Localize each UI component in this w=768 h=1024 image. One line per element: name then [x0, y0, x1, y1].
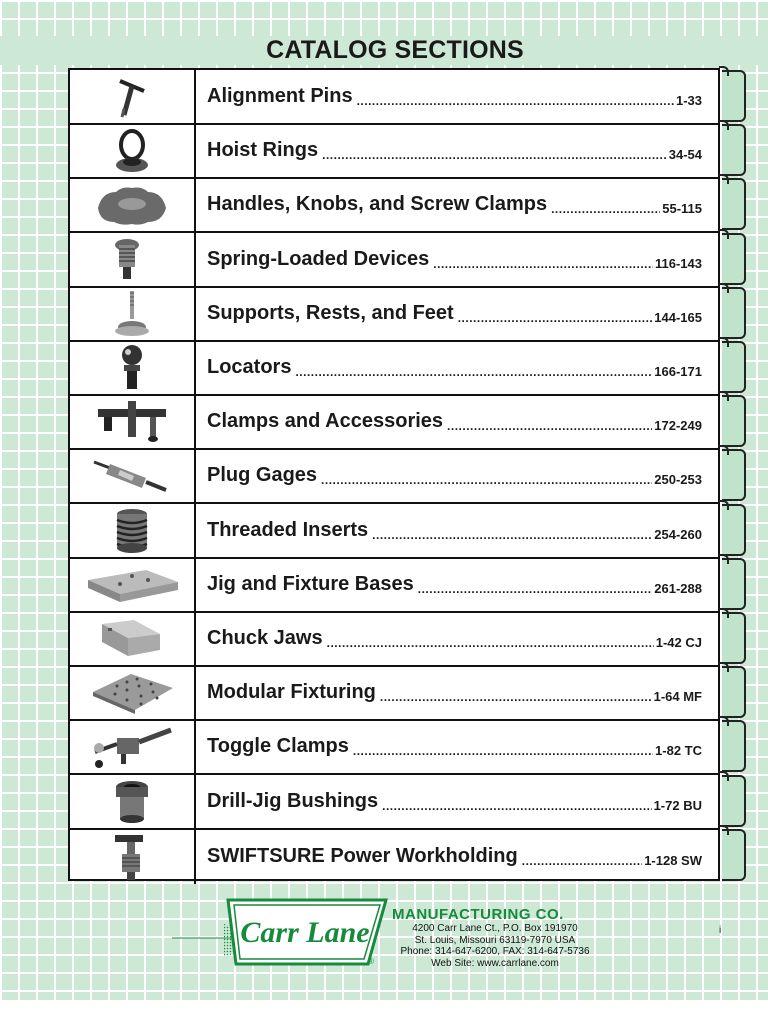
section-pages: 1-128 SW [644, 852, 702, 868]
section-tab[interactable] [722, 558, 746, 610]
modular-plate-icon [70, 666, 196, 719]
power-workholding-icon [70, 829, 196, 884]
dot-leader [522, 854, 642, 868]
section-row[interactable] [70, 829, 718, 884]
address-line-2: St. Louis, Missouri 63119-7970 USA [414, 934, 576, 946]
section-entry[interactable] [196, 124, 718, 177]
section-tab[interactable] [722, 395, 746, 447]
section-tab[interactable] [722, 233, 746, 285]
section-row[interactable] [70, 612, 718, 667]
section-pages: 1-33 [675, 92, 702, 108]
section-entry[interactable] [196, 233, 718, 286]
dot-leader [418, 582, 653, 596]
section-entry[interactable] [196, 775, 718, 828]
dot-leader [322, 148, 667, 162]
section-pages: 34-54 [668, 146, 702, 162]
section-tab[interactable] [722, 775, 746, 827]
dot-leader [353, 744, 653, 758]
chuck-jaw-icon [70, 612, 196, 665]
fixture-base-icon [70, 558, 196, 611]
section-pages: 254-260 [654, 526, 702, 542]
section-row[interactable] [70, 70, 718, 125]
plug-gage-icon [70, 449, 196, 502]
section-entry[interactable] [196, 504, 718, 557]
section-tab[interactable] [722, 504, 746, 556]
website[interactable]: Web Site: www.carrlane.com [431, 957, 559, 969]
section-pages: 261-288 [654, 580, 702, 596]
section-name: Clamps and Accessories [207, 410, 444, 432]
dot-leader [380, 690, 652, 704]
section-name: Plug Gages [207, 464, 318, 486]
section-entry[interactable] [196, 395, 718, 448]
section-pages: 1-82 TC [655, 742, 702, 758]
section-name: Locators [207, 356, 292, 378]
section-row[interactable] [70, 124, 718, 179]
section-row[interactable] [70, 178, 718, 233]
dot-leader [321, 473, 652, 487]
dot-leader [295, 365, 652, 379]
section-pages: 250-253 [654, 471, 702, 487]
section-pages: 116-143 [655, 255, 702, 271]
section-row[interactable] [70, 775, 718, 830]
section-row[interactable] [70, 233, 718, 288]
section-name: Handles, Knobs, and Screw Clamps [207, 193, 548, 215]
section-tab[interactable] [722, 612, 746, 664]
company-address [380, 923, 610, 969]
section-tab[interactable] [722, 829, 746, 881]
section-row[interactable] [70, 395, 718, 450]
section-name: Supports, Rests, and Feet [207, 302, 454, 324]
address-line-1: 4200 Carr Lane Ct., P.O. Box 191970 [412, 923, 578, 934]
section-name: Spring-Loaded Devices [207, 248, 430, 270]
dot-leader [382, 799, 651, 813]
svg-text:Carr Lane: Carr Lane [240, 916, 370, 949]
section-entry[interactable] [196, 558, 718, 611]
toggle-clamp-icon [70, 720, 196, 773]
section-row[interactable] [70, 720, 718, 775]
sections-table [68, 68, 720, 881]
carr-lane-logo [172, 896, 392, 968]
section-row[interactable] [70, 504, 718, 559]
phone-fax: Phone: 314-647-6200, FAX: 314-647-5736 [400, 946, 590, 957]
section-entry[interactable] [196, 612, 718, 665]
page-title: CATALOG SECTIONS [0, 36, 768, 65]
section-name: Chuck Jaws [207, 627, 323, 649]
section-pages: 144-165 [654, 309, 702, 325]
section-entry[interactable] [196, 70, 718, 123]
company-name: MANUFACTURING CO. [392, 906, 564, 923]
section-pages: 1-42 CJ [655, 634, 702, 650]
section-pages: 166-171 [654, 363, 702, 379]
dot-leader [551, 202, 660, 216]
dot-leader [357, 94, 674, 108]
section-entry[interactable] [196, 720, 718, 773]
section-tab[interactable] [722, 287, 746, 339]
dot-leader [327, 636, 654, 650]
section-name: Threaded Inserts [207, 519, 369, 541]
section-tab[interactable] [722, 70, 746, 122]
section-row[interactable] [70, 558, 718, 613]
section-name: Modular Fixturing [207, 681, 376, 703]
section-name: Alignment Pins [207, 85, 353, 107]
section-pages: 172-249 [654, 417, 702, 433]
section-entry[interactable] [196, 829, 718, 884]
section-tab[interactable] [722, 720, 746, 772]
section-name: Toggle Clamps [207, 735, 349, 757]
page-number: i [719, 925, 722, 936]
hoist-ring-icon [70, 124, 196, 177]
ball-locator-icon [70, 341, 196, 394]
knob-icon [70, 178, 196, 231]
section-tab[interactable] [722, 124, 746, 176]
section-pages: 55-115 [662, 200, 702, 216]
section-entry[interactable] [196, 287, 718, 340]
dot-leader [372, 528, 652, 542]
dot-leader [458, 311, 653, 325]
section-row[interactable] [70, 341, 718, 396]
spring-plunger-icon [70, 233, 196, 286]
section-entry[interactable] [196, 449, 718, 502]
section-name: Hoist Rings [207, 139, 319, 161]
bushing-icon [70, 775, 196, 828]
section-tab[interactable] [722, 449, 746, 501]
bottom-margin [0, 1000, 768, 1024]
strap-clamp-icon [70, 395, 196, 448]
section-tab[interactable] [722, 666, 746, 718]
alignment-pin-icon [70, 70, 196, 123]
dot-leader [447, 419, 652, 433]
section-row[interactable] [70, 287, 718, 342]
section-entry[interactable] [196, 341, 718, 394]
section-pages: 1-72 BU [653, 797, 702, 813]
svg-text:®: ® [368, 957, 374, 966]
section-pages: 1-64 MF [653, 688, 702, 704]
section-row[interactable] [70, 666, 718, 721]
section-tab[interactable] [722, 178, 746, 230]
section-name: Jig and Fixture Bases [207, 573, 414, 595]
section-entry[interactable] [196, 666, 718, 719]
dot-leader [433, 257, 653, 271]
section-row[interactable] [70, 449, 718, 504]
section-entry[interactable] [196, 178, 718, 231]
section-name: SWIFTSURE Power Workholding [207, 845, 518, 867]
threaded-insert-icon [70, 504, 196, 557]
section-tab[interactable] [722, 341, 746, 393]
leveling-foot-icon [70, 287, 196, 340]
section-name: Drill-Jig Bushings [207, 790, 379, 812]
